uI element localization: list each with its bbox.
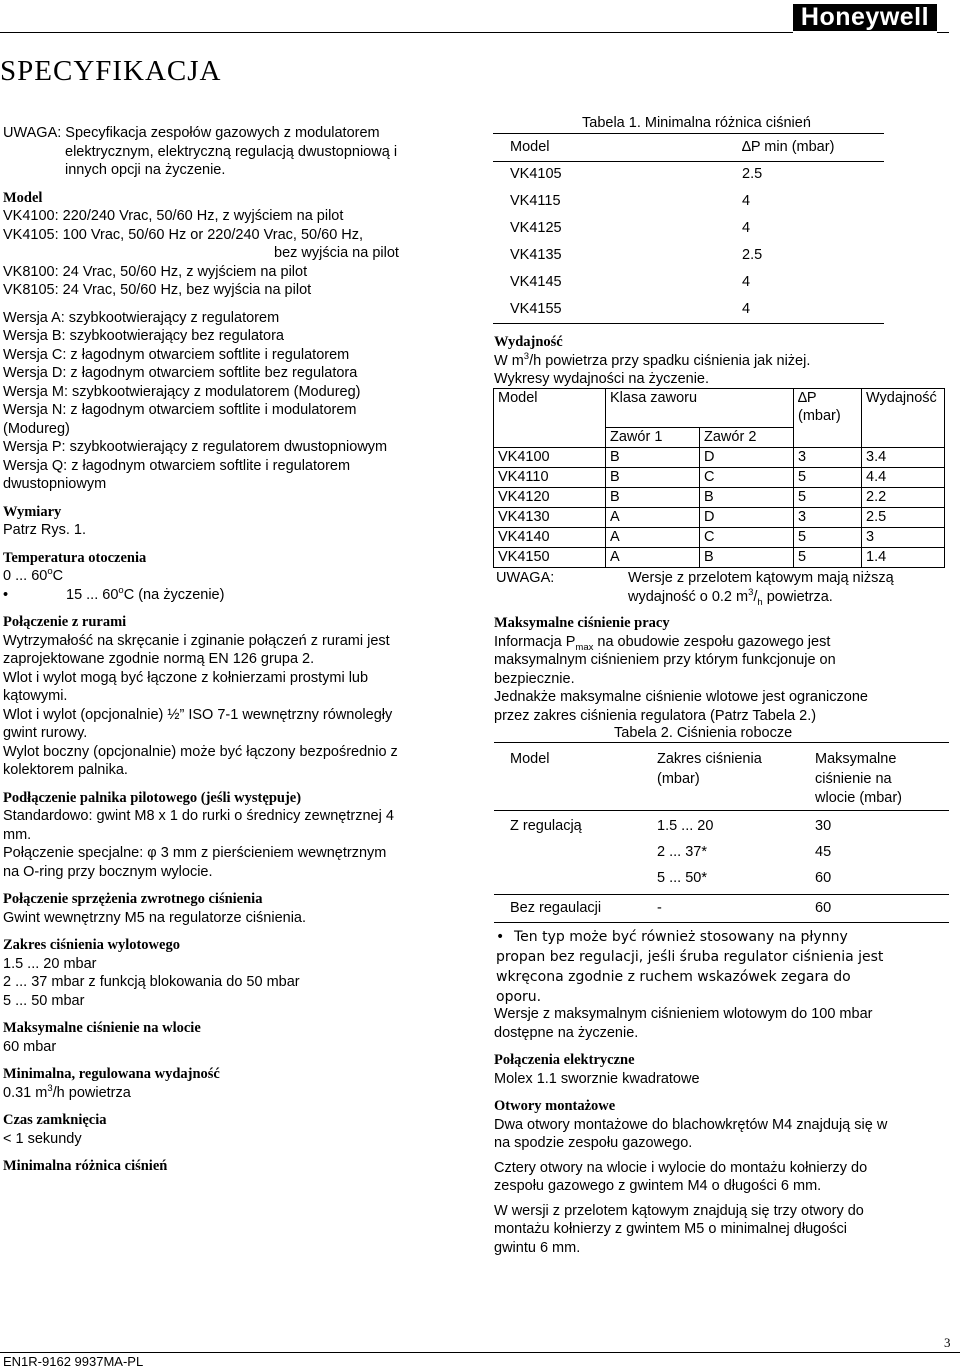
capacity-heading: Wydajność [494,334,563,350]
mounting-line: gwintu 6 mm. [494,1239,581,1256]
mounting-line: W wersji z przelotem kątowym znajdują się trzy otwory do [494,1202,864,1219]
model-line: VK4100: 220/240 Vrac, 50/60 Hz, z wyjściem na pilot [3,208,344,224]
note-line: innych opcji na życzenie. [65,162,226,178]
min-pressure-diff-heading: Minimalna różnica ciśnień [3,1158,168,1174]
max-working-pressure-section [494,614,954,725]
table2-cell: 30 [815,818,832,834]
capacity-section [494,333,954,389]
table-header: ∆P min (mbar) [742,139,835,156]
max-working-line: przez zakres ciśnienia regulatora (Patrz Tabela 2.) [494,707,817,724]
capacity-table [493,388,945,568]
model-line: VK8100: 24 Vrac, 50/60 Hz, z wyjściem na pilot [3,263,308,280]
pipe-text-line: Wlot i wylot (opcjonalnie) ½” ISO 7-1 wewnętrzny równoległy [3,706,393,723]
table1 [493,134,882,323]
table-cell: VK4125 [510,220,562,237]
max-version-line: Wersje z maksymalnym ciśnieniem wlotowym do 100 mbar [494,1006,873,1022]
electrical-text: Molex 1.1 sworznie kwadratowe [494,1070,700,1087]
table-cell: 3 [794,508,862,528]
electrical-heading: Połączenia elektryczne [494,1052,635,1068]
version-line: Wersja B: szybkootwierający bez regulatora [3,328,284,344]
version-line: Wersja Q: z łagodnym otwarciem softlite i regulatorem [3,457,351,474]
table-cell: 3 [794,448,862,468]
version-line: Wersja N: z łagodnym otwarciem softlite i modulatorem [3,402,357,418]
table-header: Wydajność [862,389,945,448]
table-row [494,468,945,488]
footnote [496,927,956,1007]
table-row [494,448,945,468]
table2-header-max: Maksymalne ciśnienie na wlocie (mbar) [815,751,903,806]
table2-header-rule [494,810,949,811]
table-cell: VK4155 [510,301,562,318]
version-line: Wersja C: z łagodnym otwarciem softlite i regulatorem [3,346,350,363]
table-cell: 2.5 [742,166,763,183]
table-row [493,161,882,188]
table-row [493,296,882,323]
table2-cell: 45 [815,844,832,860]
mounting-line: montażu kołnierzy z gwintem M5 o minimalnej długości [494,1221,847,1237]
note-line: elektrycznym, elektryczną regulacją dwustopniową i [65,143,398,160]
table1-bottom-rule [493,323,884,324]
note-line: UWAGA: Specyfikacja zespołów gazowych z modulatorem [3,125,380,141]
max-working-line: Jednakże maksymalne ciśnienie wlotowe jest ograniczone [494,689,868,705]
pipe-text-line: Wylot boczny (opcjonalnie) może być łączony bezpośrednio z [3,743,398,760]
outlet-range-line: 1.5 ... 20 mbar [3,955,97,972]
closing-time-heading: Czas zamknięcia [3,1112,107,1128]
temperature-optional-line: • 15 ... 60$^o$C (na życzenie) [3,584,225,603]
phi-symbol: φ [147,845,157,861]
left-column [3,124,473,1176]
table-row [494,488,945,508]
table-cell: 3.4 [862,448,945,468]
table-cell: 2.5 [742,247,763,264]
honeywell-logo: Honeywell [793,4,937,31]
table-cell: 5 [794,468,862,488]
table2-cell: 2 ... 37* [657,844,707,860]
table-cell: B [700,548,794,568]
doc-code: EN1R-9162 9937MA-PL [3,1354,144,1369]
model-line: VK4105: 100 Vrac, 50/60 Hz or 220/240 Vrac, 50/60 Hz, [3,226,364,243]
table-row [494,548,945,568]
version-line: Wersja M: szybkootwierający z modulatorem (Modureg) [3,383,361,400]
max-inlet-heading: Maksymalne ciśnienie na wlocie [3,1020,201,1036]
table-cell: 3 [862,528,945,548]
capacity-line: Wykresy wydajności na życzenie. [494,371,710,387]
dimensions-heading: Wymiary [3,503,62,520]
page-number: 3 [944,1335,951,1350]
closing-time-text: < 1 sekundy [3,1130,82,1147]
feedback-heading: Połączenie sprzężenia zwrotnego ciśnienia [3,891,263,907]
footnote-line: wkręcona zgodnie z ruchem wskazówek zegara do [496,969,851,985]
outlet-range-line: 5 ... 50 mbar [3,992,85,1009]
table2-cell: Z regulacją [510,818,582,834]
mounting-line: Dwa otwory montażowe do blachowkrętów M4 znajdują się w [494,1116,888,1133]
dimensions-text: Patrz Rys. 1. [3,522,86,538]
temperature-line: 0 ... 60$^o$C [3,566,64,584]
table-row [493,242,882,269]
model-heading: Model [3,189,43,206]
table2-cell: 5 ... 50* [657,870,707,886]
version-line: Wersja A: szybkootwierający z regulatorem [3,309,280,326]
bullet-icon: • [3,586,9,603]
min-flow-heading: Minimalna, regulowana wydajność [3,1066,220,1082]
pipe-text-line: Wlot i wylot mogą być łączone z kołnierzami prostymi lub [3,669,369,686]
table2-cell: 60 [815,870,832,886]
table2-cell: Bez regaulacji [510,900,602,916]
table2-caption: Tabela 2. Ciśnienia robocze [614,725,793,741]
table-cell: B [606,448,700,468]
table-cell: 2.2 [862,488,945,508]
table2-cell: 60 [815,900,832,916]
pipe-connection-heading: Połączenie z rurami [3,614,127,630]
table-header: Model [510,139,550,156]
table-cell: VK4130 [494,508,606,528]
table-header: Zawór 2 [700,428,794,448]
table-cell: 4.4 [862,468,945,488]
version-line: (Modureg) [3,420,70,437]
table-cell: D [700,508,794,528]
max-working-line: maksymalnym ciśnieniem przy którym funkcjonuje on [494,652,836,668]
pilot-text-line: mm. [3,826,32,843]
table-cell: VK4115 [510,193,561,210]
table1-header-row [493,134,882,161]
mounting-line: na spodzie zespołu gazowego. [494,1135,693,1151]
table2-cell: - [657,900,662,916]
max-version-line: dostępne na życzenie. [494,1024,639,1041]
header-rule-right [937,32,949,33]
table-cell: D [700,448,794,468]
table-row [493,215,882,242]
footer-rule [0,1352,960,1353]
version-line: Wersja D: z łagodnym otwarciem softlite bez regulatora [3,365,358,381]
table-cell: B [606,488,700,508]
table-cell: 2.5 [862,508,945,528]
table-cell: 4 [742,193,751,210]
table-cell: C [700,528,794,548]
model-line: VK8105: 24 Vrac, 50/60 Hz, bez wyjścia na pilot [3,282,312,298]
table-cell: VK4110 [494,468,606,488]
capacity-note-label: UWAGA: [496,570,555,586]
table-cell: C [700,468,794,488]
table1-header-rule [493,161,884,162]
table1-caption: Tabela 1. Minimalna różnica ciśnień [582,115,811,131]
bullet-icon: • [496,929,505,945]
footnote-line: • Ten typ może być również stosowany na płynny [496,929,848,945]
pilot-text-line: na O-ring przy bocznym wylocie. [3,863,213,880]
table2-top-rule [494,742,949,743]
max-working-line: Informacja $P_{max}$ na obudowie zespołu gazowego jest [494,633,831,653]
version-line: Wersja P: szybkootwierający z regulatorem dwustopniowym [3,439,388,455]
table-cell: 1.4 [862,548,945,568]
table-row [493,269,882,296]
table-cell: VK4100 [494,448,606,468]
feedback-text: Gwint wewnętrzny M5 na regulatorze ciśnienia. [3,909,307,926]
mounting-heading: Otwory montażowe [494,1098,616,1114]
table-header: Model [494,389,606,448]
footnote-line: oporu. [496,989,542,1005]
max-working-line: bezpiecznie. [494,670,575,687]
table-cell: A [606,548,700,568]
table-row [494,528,945,548]
table2-cell: 1.5 ... 20 [657,818,714,834]
table2-header-range: Zakres ciśnienia (mbar) [657,751,762,787]
table-cell: VK4140 [494,528,606,548]
mounting-line: zespołu gazowego z gwintem M4 o długości 6 mm. [494,1178,822,1194]
max-working-heading: Maksymalne ciśnienie pracy [494,615,670,631]
page-title: SPECYFIKACJA [0,55,222,87]
table-cell: VK4105 [510,166,562,183]
table-row [493,188,882,215]
table-cell: 5 [794,488,862,508]
table2-bottom-rule [494,922,949,923]
table-cell: 5 [794,528,862,548]
pipe-text-line: Wytrzymałość na skręcanie i zginanie połączeń z rurami jest [3,632,390,649]
table2-header-model: Model [510,751,550,767]
mounting-line: Cztery otwory na wlocie i wylocie do montażu kołnierzy do [494,1159,868,1176]
min-flow-text: 0.31 $m^3/h$ powietrza [3,1082,131,1101]
table-header: Klasa zaworu [606,389,794,428]
table-header: ∆P (mbar) [794,389,862,448]
pipe-text-line: gwint rurowy. [3,725,88,741]
pipe-text-line: kolektorem palnika. [3,762,128,778]
table-row [494,508,945,528]
table-cell: A [606,528,700,548]
capacity-line: W $m^3/h$ powietrza przy spadku ciśnienia jak niżej. [494,350,811,369]
table-cell: VK4150 [494,548,606,568]
table-cell: 4 [742,274,751,291]
pipe-text-line: zaprojektowane zgodnie normą EN 126 grupa 2. [3,651,315,667]
table-cell: 4 [742,220,751,237]
table-header-row [494,389,945,428]
header-rule [0,32,793,33]
pilot-connection-heading: Podłączenie palnika pilotowego (jeśli występuje) [3,789,302,806]
max-inlet-text: 60 mbar [3,1038,57,1055]
outlet-range-line: 2 ... 37 mbar z funkcją blokowania do 50 mbar [3,974,300,990]
footnote-line: propan bez regulacji, jeśli śruba regulator ciśnienia jest [496,949,884,965]
temperature-heading: Temperatura otoczenia [3,549,147,566]
table2-row-rule [494,894,949,895]
outlet-range-heading: Zakres ciśnienia wylotowego [3,937,180,953]
capacity-note-line: wydajność o 0.2 $m^3/_h$ powietrza. [628,587,833,608]
table-cell: VK4135 [510,247,562,264]
model-line: bez wyjścia na pilot [274,245,399,261]
capacity-note-line: Wersje z przelotem kątowym mają niższą [628,570,894,586]
pilot-text-line: Połączenie specjalne: φ 3 mm z pierścieniem wewnętrznym [3,845,387,861]
version-line: dwustopniowym [3,476,107,492]
table-cell: VK4120 [494,488,606,508]
right-lower-section [494,1005,954,1257]
table-header: Zawór 1 [606,428,700,448]
table-cell: B [606,468,700,488]
table-cell: 5 [794,548,862,568]
table-cell: 4 [742,301,751,318]
pilot-text-line: Standardowo: gwint M8 x 1 do rurki o średnicy zewnętrznej 4 [3,808,394,824]
pipe-text-line: kątowymi. [3,688,68,704]
table-cell: VK4145 [510,274,562,291]
table-cell: A [606,508,700,528]
table-cell: B [700,488,794,508]
